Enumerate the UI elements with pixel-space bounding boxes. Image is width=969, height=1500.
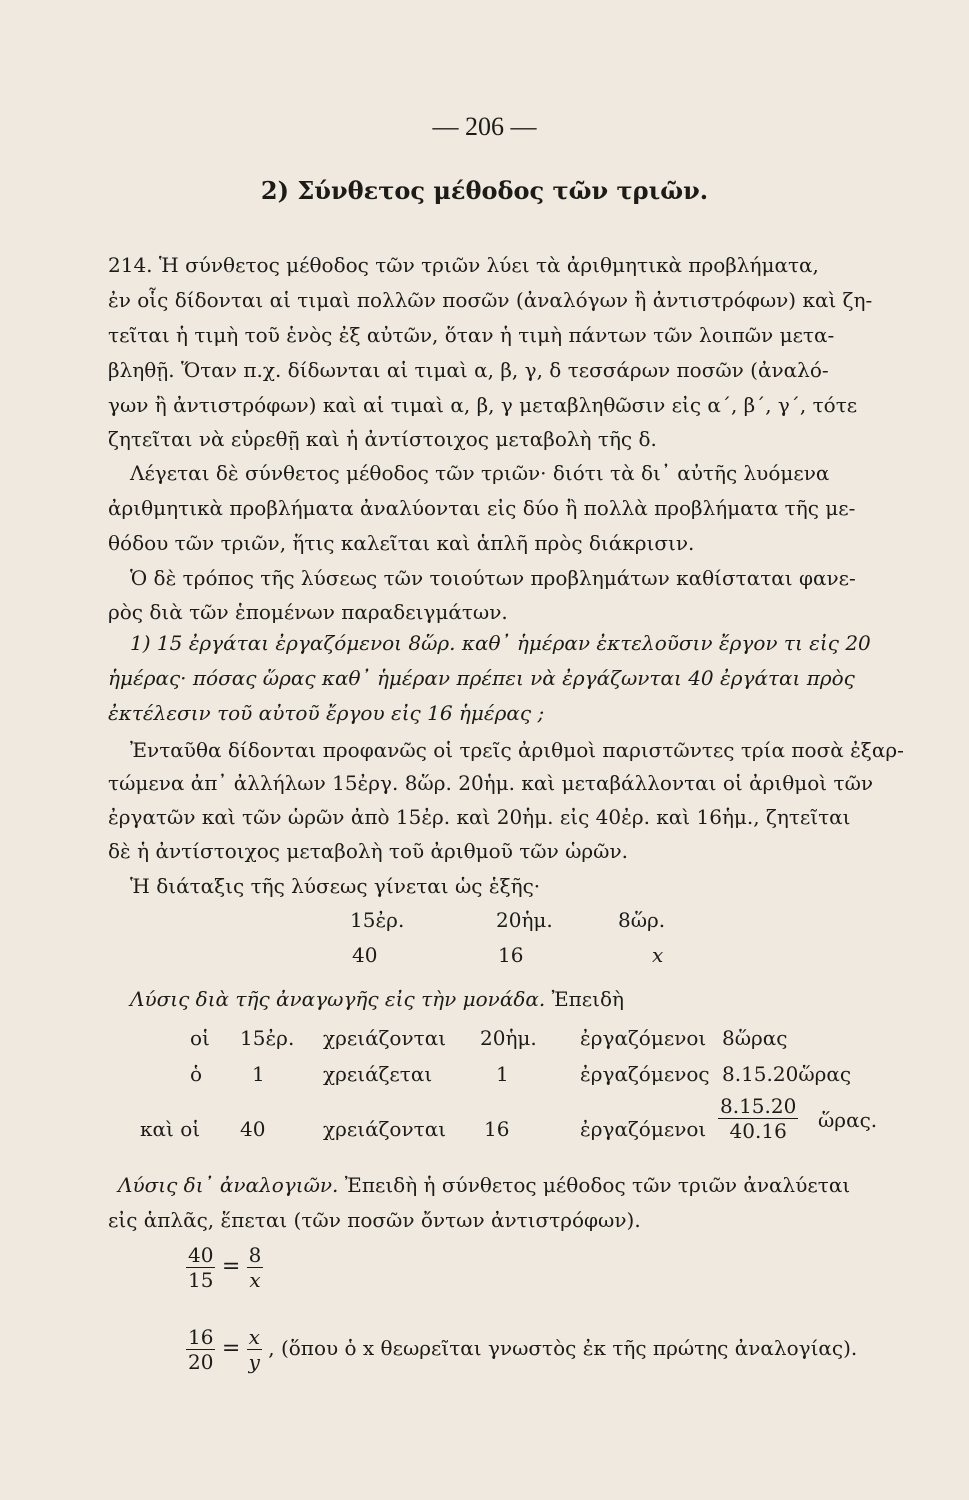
lysis-analogia-line: Λύσις δι᾽ ἀναλογιῶν. Ἐπειδὴ ἡ σύνθετος μέθοδος τῶν τριῶν ἀναλύεται — [118, 1173, 851, 1197]
text-line: Λέγεται δὲ σύνθετος μέθοδος τῶν τριῶν· διότι τὰ δι᾽ αὐτῆς λυόμενα — [130, 461, 830, 485]
reduction-cell: ὁ — [190, 1062, 203, 1086]
reduction-cell: 8.15.20ὥρας — [722, 1062, 852, 1086]
page-number: — 206 — — [432, 112, 537, 141]
fraction — [718, 1094, 798, 1143]
fraction-numerator: 8.15.20 — [720, 1094, 797, 1118]
text-line: ἐργατῶν καὶ τῶν ὡρῶν ἀπὸ 15ἐρ. καὶ 20ἡμ. εἰς 40ἐρ. καὶ 16ἡμ., ζητεῖται — [108, 805, 851, 829]
paragraph-diataxis: Ἡ διάταξις τῆς λύσεως γίνεται ὡς ἑξῆς· — [130, 874, 541, 898]
text-line: 1) 15 ἐργάται ἐργαζόμενοι 8ὥρ. καθ᾽ ἡμέραν ἐκτελοῦσιν ἔργον τι εἰς 20 — [130, 631, 871, 655]
reduction-cell: 40 — [240, 1117, 266, 1141]
arrangement-cell: 15ἐρ. — [350, 908, 405, 932]
text-line: δὲ ἡ ἀντίστοιχος μεταβολὴ τοῦ ἀριθμοῦ τῶν ὡρῶν. — [108, 839, 629, 863]
reduction-cell: ἐργαζόμενος — [580, 1062, 710, 1086]
text-line: εἰς ἁπλᾶς, ἕπεται (τῶν ποσῶν ὄντων ἀντιστρόφων). — [108, 1208, 641, 1232]
proportion-1: $\frac{40}{15}$ = $\frac{8}{x}$ — [188, 1243, 262, 1292]
text-line: τεῖται ἡ τιμὴ τοῦ ἑνὸς ἐξ αὐτῶν, ὅταν ἡ τιμὴ πάντων τῶν λοιπῶν μετα- — [108, 323, 835, 347]
lysis-monada-heading: Λύσις διὰ τῆς ἀναγωγῆς εἰς τὴν μονάδα. Ἐπειδὴ — [130, 987, 625, 1011]
reduction-cell: ὥρας. — [818, 1108, 878, 1132]
reduction-cell: 8ὥρας — [722, 1026, 788, 1050]
section-heading: 2) Σύνθετος μέθοδος τῶν τριῶν. — [260, 176, 709, 205]
text-line: ἐν οἷς δίδονται αἱ τιμαὶ πολλῶν ποσῶν (ἀναλόγων ἢ ἀντιστρόφων) καὶ ζη- — [108, 288, 873, 312]
text-line: 214. Ἡ σύνθετος μέθοδος τῶν τριῶν λύει τὰ ἀριθμητικὰ προβλήματα, — [108, 253, 819, 277]
text-line: τώμενα ἀπ᾽ ἀλλήλων 15ἐργ. 8ὥρ. 20ἡμ. καὶ μεταβάλλονται οἱ ἀριθμοὶ τῶν — [108, 771, 874, 795]
reduction-cell: χρειάζονται — [323, 1117, 447, 1141]
arrangement-cell: 8ὥρ. — [618, 908, 666, 932]
reduction-cell: 1 — [252, 1062, 265, 1086]
arrangement-cell: 40 — [352, 943, 378, 967]
text-line: γων ἢ ἀντιστρόφων) καὶ αἱ τιμαὶ α, β, γ μεταβληθῶσιν εἰς α΄, β΄, γ΄, τότε — [108, 393, 858, 417]
text-line: ρὸς διὰ τῶν ἑπομένων παραδειγμάτων. — [108, 600, 508, 624]
reduction-cell: 15ἐρ. — [240, 1026, 295, 1050]
text-line: ζητεῖται νὰ εὑρεθῇ καὶ ἡ ἀντίστοιχος μεταβολὴ τῆς δ. — [108, 427, 657, 451]
text-line: Ἐνταῦθα δίδονται προφανῶς οἱ τρεῖς ἀριθμοὶ παριστῶντες τρία ποσὰ ἐξαρ- — [130, 738, 904, 762]
text-line: ἡμέρας· πόσας ὥρας καθ᾽ ἡμέραν πρέπει νὰ ἐργάζωνται 40 ἐργάται πρὸς — [108, 666, 855, 690]
text-line: ἐκτέλεσιν τοῦ αὐτοῦ ἔργου εἰς 16 ἡμέρας ; — [108, 701, 545, 725]
reduction-cell: χρειάζονται — [323, 1026, 447, 1050]
text-line: θόδου τῶν τριῶν, ἥτις καλεῖται καὶ ἁπλῆ πρὸς διάκρισιν. — [108, 531, 695, 555]
text-line: βληθῇ. Ὅταν π.χ. δίδωνται αἱ τιμαὶ α, β, γ, δ τεσσάρων ποσῶν (ἀναλό- — [108, 358, 829, 382]
reduction-cell: 16 — [484, 1117, 510, 1141]
reduction-cell: ἐργαζόμενοι — [580, 1026, 707, 1050]
reduction-cell: 20ἡμ. — [480, 1026, 537, 1050]
arrangement-cell: 16 — [498, 943, 524, 967]
proportion-2: $\frac{16}{20}$ = $\frac{x}{y}$ , (ὅπου ὁ x θεωρεῖται γνωστὸς ἐκ τῆς πρώτης ἀναλογίας). — [188, 1325, 858, 1374]
arrangement-cell: 20ἡμ. — [496, 908, 553, 932]
text-line: ἀριθμητικὰ προβλήματα ἀναλύονται εἰς δύο ἢ πολλὰ προβλήματα τῆς με- — [108, 496, 856, 520]
reduction-cell: χρειάζεται — [323, 1062, 433, 1086]
text-line: Ὁ δὲ τρόπος τῆς λύσεως τῶν τοιούτων προβλημάτων καθίσταται φανε- — [130, 566, 856, 590]
reduction-cell: ἐργαζόμενοι — [580, 1117, 707, 1141]
fraction-denominator: 40.16 — [729, 1119, 787, 1143]
reduction-cell: 1 — [496, 1062, 509, 1086]
arrangement-cell: x — [652, 943, 664, 967]
reduction-cell: οἱ — [190, 1026, 210, 1050]
reduction-cell: καὶ οἱ — [140, 1117, 201, 1141]
